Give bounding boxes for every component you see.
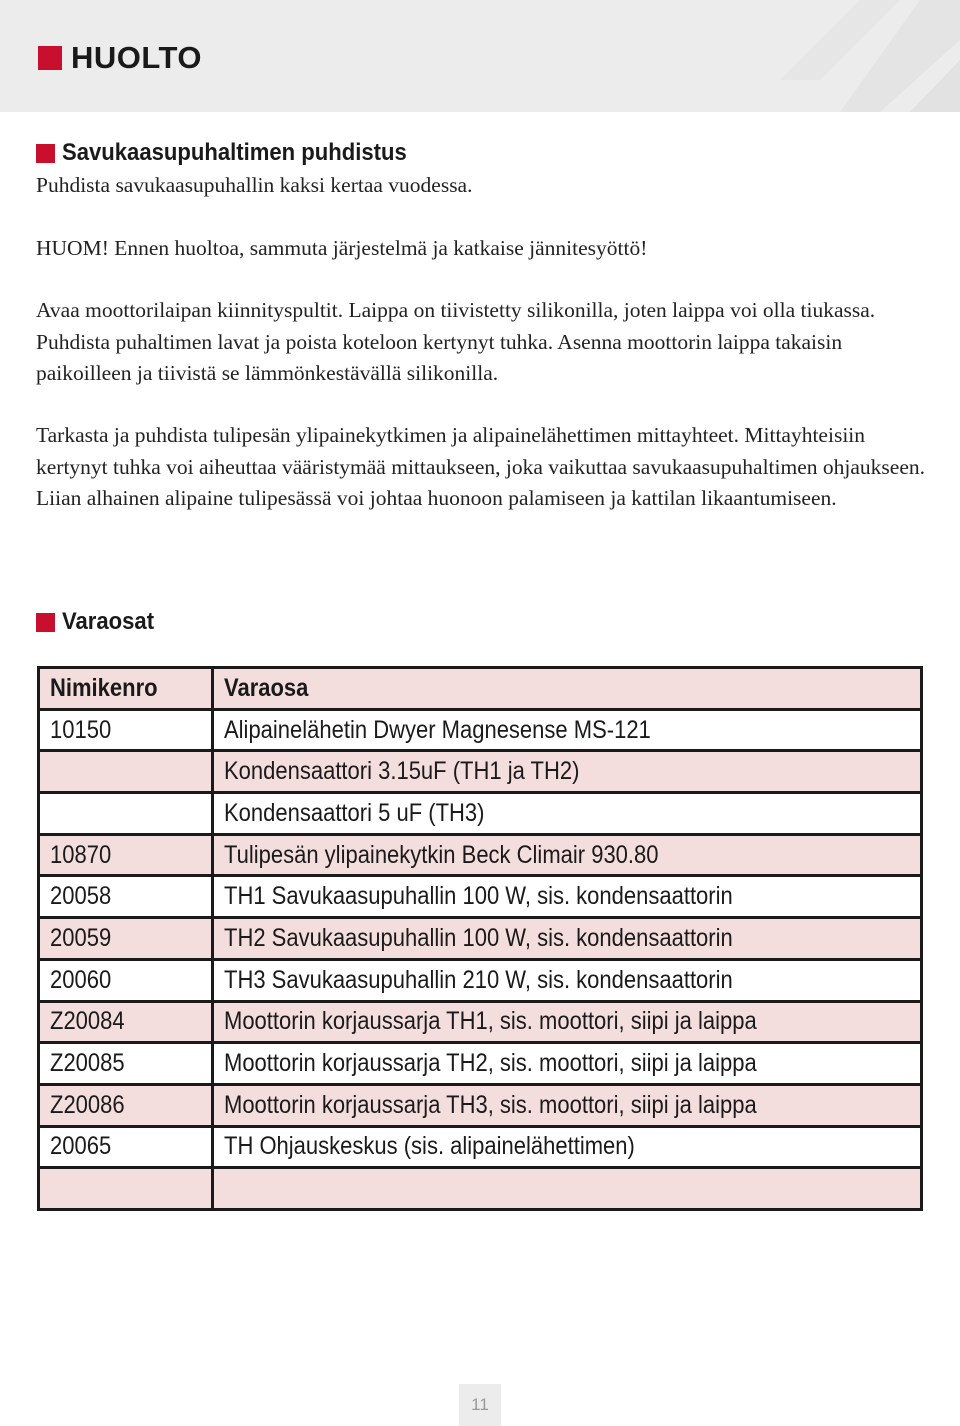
cell-item-number: 20059 <box>39 918 213 960</box>
section-heading-cleaning <box>36 141 437 165</box>
cell-part-name: Moottorin korjaussarja TH2, sis. moottori, siipi ja laippa <box>213 1043 922 1085</box>
page-title <box>38 42 202 73</box>
table-row <box>39 1001 922 1043</box>
table-row <box>39 918 922 960</box>
cell-part-name: Kondensaattori 5 uF (TH3) <box>213 793 922 835</box>
cell-part-name: Moottorin korjaussarja TH1, sis. moottori, siipi ja laippa <box>213 1001 922 1043</box>
table-row <box>39 959 922 1001</box>
header-decoration <box>720 0 960 112</box>
section-heading-spare-parts <box>36 610 162 634</box>
paragraph-inspection: Tarkasta ja puhdista tulipesän ylipainekytkimen ja alipainelähettimen mittayhteet. Mittayhteisiin kertynyt tuhka voi aiheuttaa vääristymää mittaukseen, joka vaikuttaa savukaasupuhaltimen ohjaukseen. Liian alhainen alipaine tulipesässä voi johtaa huonoon palamiseen ja kattilan likaantumiseen. <box>36 423 925 510</box>
paragraph-instructions: Avaa moottorilaipan kiinnityspultit. Laippa on tiivistetty silikonilla, joten laippa voi olla tiukassa. Puhdista puhaltimen lavat ja poista koteloon kertynyt tuhka. Asenna moottorin laippa takaisin paikoilleen ja tiivistä se lämmönkestävällä silikonilla. <box>36 298 876 385</box>
title-square-icon <box>38 46 62 70</box>
cell-part-name: TH1 Savukaasupuhallin 100 W, sis. kondensaattorin <box>213 876 922 918</box>
header-band <box>0 0 960 112</box>
cell-item-number: 10870 <box>39 834 213 876</box>
cell-item-number <box>39 793 213 835</box>
table-row <box>39 1168 922 1210</box>
cell-part-name: Alipainelähetin Dwyer Magnesense MS-121 <box>213 709 922 751</box>
page-title-text: HUOLTO <box>71 40 203 75</box>
section-heading-text: Varaosat <box>62 608 155 635</box>
table-header-row <box>39 668 922 710</box>
cell-item-number: 20060 <box>39 959 213 1001</box>
column-header-part: Varaosa <box>213 668 922 710</box>
table-row <box>39 793 922 835</box>
table-row <box>39 876 922 918</box>
cell-part-name: Moottorin korjaussarja TH3, sis. moottori, siipi ja laippa <box>213 1084 922 1126</box>
table-row <box>39 1043 922 1085</box>
heading-square-icon <box>36 613 55 632</box>
cell-part-name: TH2 Savukaasupuhallin 100 W, sis. kondensaattorin <box>213 918 922 960</box>
table-row <box>39 1126 922 1168</box>
cell-item-number: Z20084 <box>39 1001 213 1043</box>
cell-item-number: Z20086 <box>39 1084 213 1126</box>
table-row <box>39 751 922 793</box>
section-heading-text: Savukaasupuhaltimen puhdistus <box>62 139 407 166</box>
cell-part-name <box>213 1168 922 1210</box>
paragraph-frequency: Puhdista savukaasupuhallin kaksi kertaa vuodessa. <box>36 173 473 197</box>
cell-part-name: TH3 Savukaasupuhallin 210 W, sis. kondensaattorin <box>213 959 922 1001</box>
cell-item-number: 10150 <box>39 709 213 751</box>
cell-item-number <box>39 1168 213 1210</box>
cell-item-number: Z20085 <box>39 1043 213 1085</box>
table-row <box>39 834 922 876</box>
page-number: 11 <box>459 1384 501 1426</box>
table-row <box>39 1084 922 1126</box>
cell-part-name: Tulipesän ylipainekytkin Beck Climair 930.80 <box>213 834 922 876</box>
heading-square-icon <box>36 144 55 163</box>
cell-part-name: Kondensaattori 3.15uF (TH1 ja TH2) <box>213 751 922 793</box>
cell-item-number <box>39 751 213 793</box>
paragraph-warning: HUOM! Ennen huoltoa, sammuta järjestelmä ja katkaise jännitesyöttö! <box>36 236 648 260</box>
column-header-item-number: Nimikenro <box>39 668 213 710</box>
cell-item-number: 20058 <box>39 876 213 918</box>
cell-item-number: 20065 <box>39 1126 213 1168</box>
cell-part-name: TH Ohjauskeskus (sis. alipainelähettimen) <box>213 1126 922 1168</box>
spare-parts-table <box>37 666 923 1211</box>
table-row <box>39 709 922 751</box>
